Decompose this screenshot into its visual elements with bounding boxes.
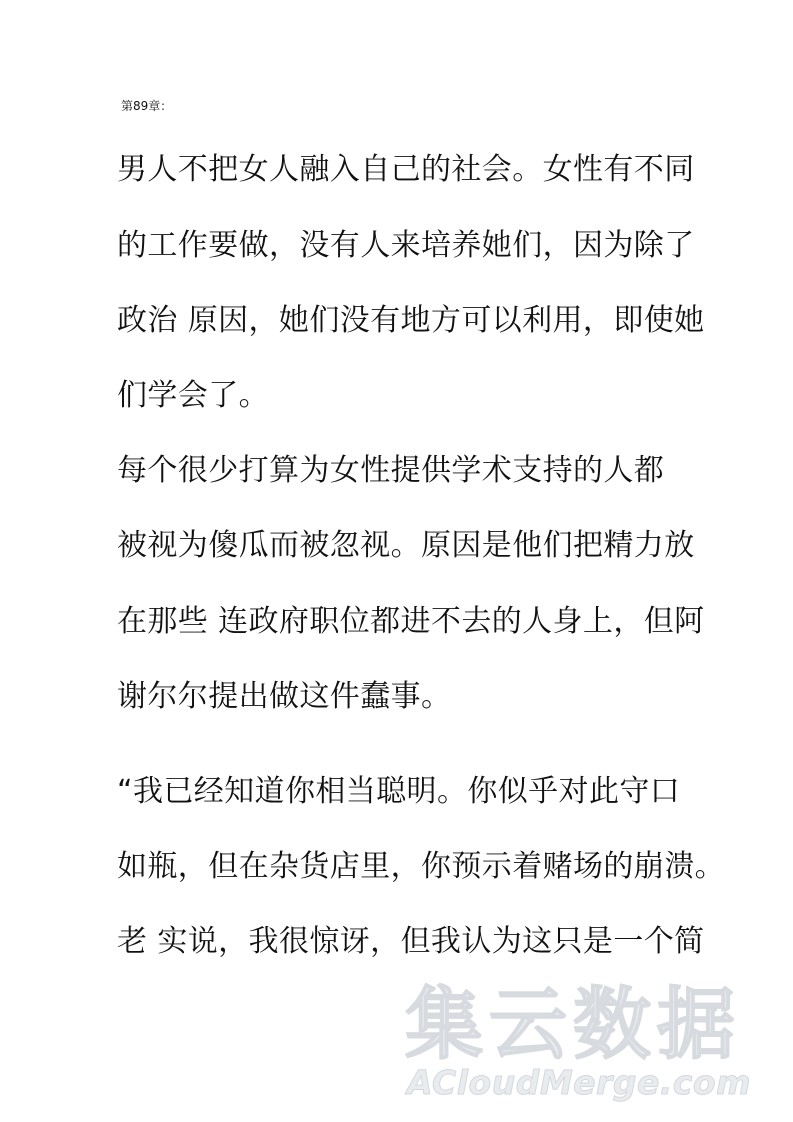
text-line: 被视为傻瓜而被忽视。原因是他们把精力放	[117, 528, 695, 563]
watermark-chinese: 集云数据	[405, 980, 742, 1070]
text-line: 们学会了。	[117, 378, 269, 413]
watermark	[405, 982, 785, 1112]
chapter-heading: 第89章：	[121, 99, 173, 113]
text-line: 在那些 连政府职位都进不去的人身上，但阿	[117, 604, 705, 639]
text-line: 政治 原因，她们没有地方可以利用，即使她	[117, 303, 705, 338]
text-line: 男人不把女人融入自己的社会。女性有不同	[117, 152, 695, 187]
text-line: 谢尔尔提出做这件蠢事。	[117, 679, 452, 714]
text-line: 的工作要做，没有人来培养她们，因为除了	[117, 228, 695, 263]
watermark-url: ACloudMerge.com	[407, 1063, 751, 1102]
text-line: 老 实说，我很惊讶，但我认为这只是一个简	[117, 924, 705, 959]
text-line: “我已经知道你相当聪明。你似乎对此守口	[117, 774, 681, 809]
text-line: 每个很少打算为女性提供学术支持的人都	[117, 453, 665, 488]
text-line: 如瓶，但在杂货店里，你预示着赌场的崩溃。	[117, 849, 725, 884]
